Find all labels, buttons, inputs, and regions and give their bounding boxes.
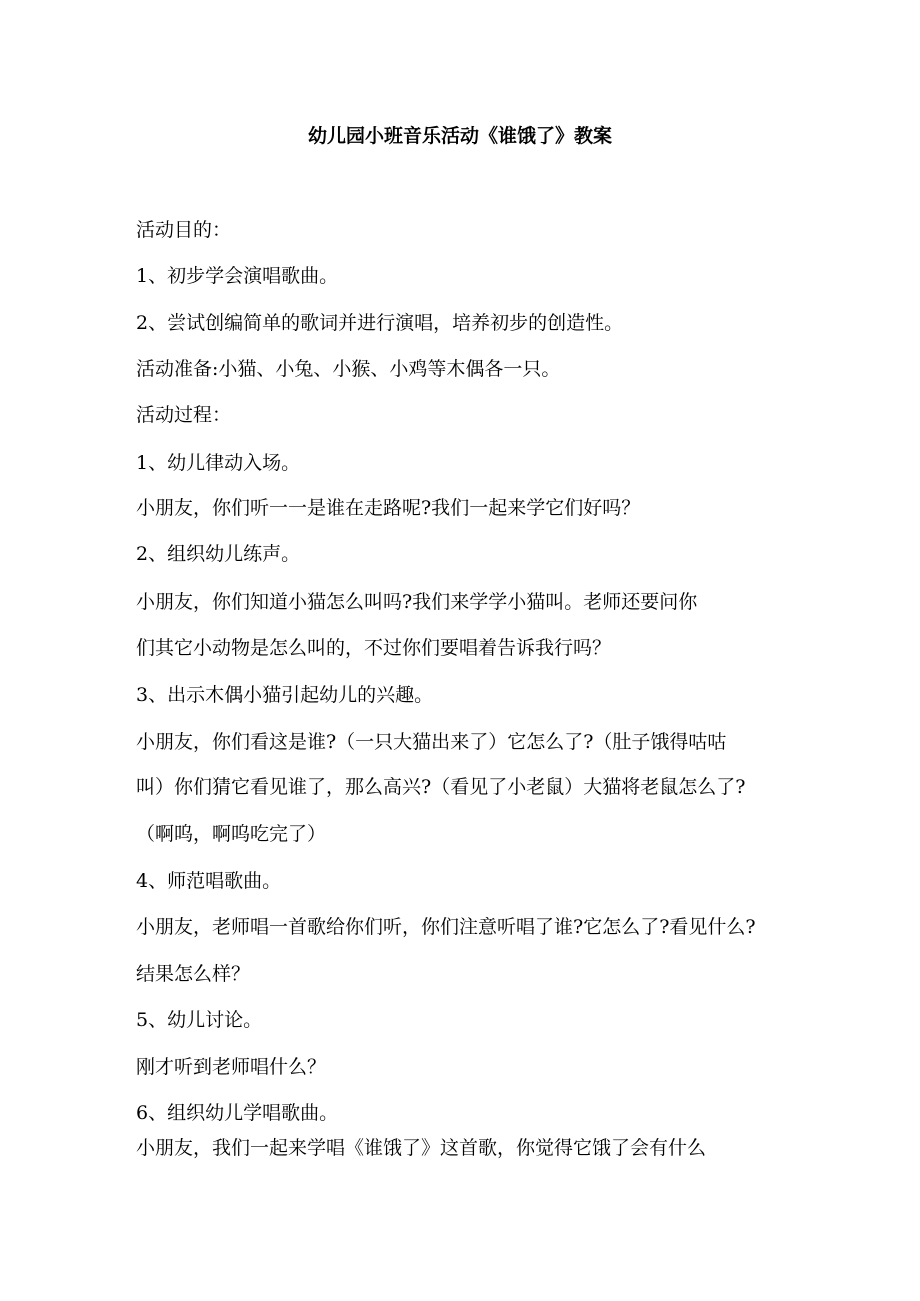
section-heading-goals: 活动目的： (136, 219, 232, 241)
paragraph-line: 小朋友，你们听一一是谁在走路呢?我们一起来学它们好吗？ (136, 497, 641, 519)
paragraph-line: 小朋友，你们知道小猫怎么叫吗?我们来学学小猫叫。老师还要问你 (136, 591, 698, 613)
paragraph-line: 小朋友，你们看这是谁?（一只大猫出来了）它怎么了?（肚子饿得咕咕 (136, 731, 727, 753)
paragraph-line: 们其它小动物是怎么叫的，不过你们要唱着告诉我行吗？ (136, 637, 612, 659)
paragraph-line: 叫）你们猜它看见谁了，那么高兴?（看见了小老鼠）大猫将老鼠怎么了? (136, 776, 746, 798)
paragraph-line: 小朋友，老师唱一首歌给你们听，你们注意听唱了谁?它怎么了?看见什么? (136, 916, 756, 938)
paragraph-line: 2、组织幼儿练声。 (136, 543, 301, 565)
paragraph-line: 活动准备:小猫、小兔、小猴、小鸡等木偶各一只。 (136, 358, 561, 380)
section-heading-process: 活动过程： (136, 404, 232, 426)
paragraph-line: 6、组织幼儿学唱歌曲。 (136, 1102, 339, 1124)
paragraph-line: 刚才听到老师唱什么？ (136, 1056, 327, 1078)
paragraph-line: 4、师范唱歌曲。 (136, 870, 282, 892)
paragraph-line: 1、幼儿律动入场。 (136, 452, 301, 474)
paragraph-line: 5、幼儿讨论。 (136, 1009, 263, 1031)
paragraph-line: 3、出示木偶小猫引起幼儿的兴趣。 (136, 684, 434, 706)
paragraph-line: 1、初步学会演唱歌曲。 (136, 265, 339, 287)
paragraph-line: 结果怎么样？ (136, 963, 251, 985)
document-title: 幼儿园小班音乐活动《谁饿了》教案 (307, 125, 612, 147)
paragraph-line: 2、尝试创编简单的歌词并进行演唱，培养初步的创造性。 (136, 312, 624, 334)
paragraph-line: （啊呜，啊呜吃完了） (136, 823, 327, 845)
paragraph-line: 小朋友，我们一起来学唱《谁饿了》这首歌，你觉得它饿了会有什么 (136, 1137, 707, 1159)
